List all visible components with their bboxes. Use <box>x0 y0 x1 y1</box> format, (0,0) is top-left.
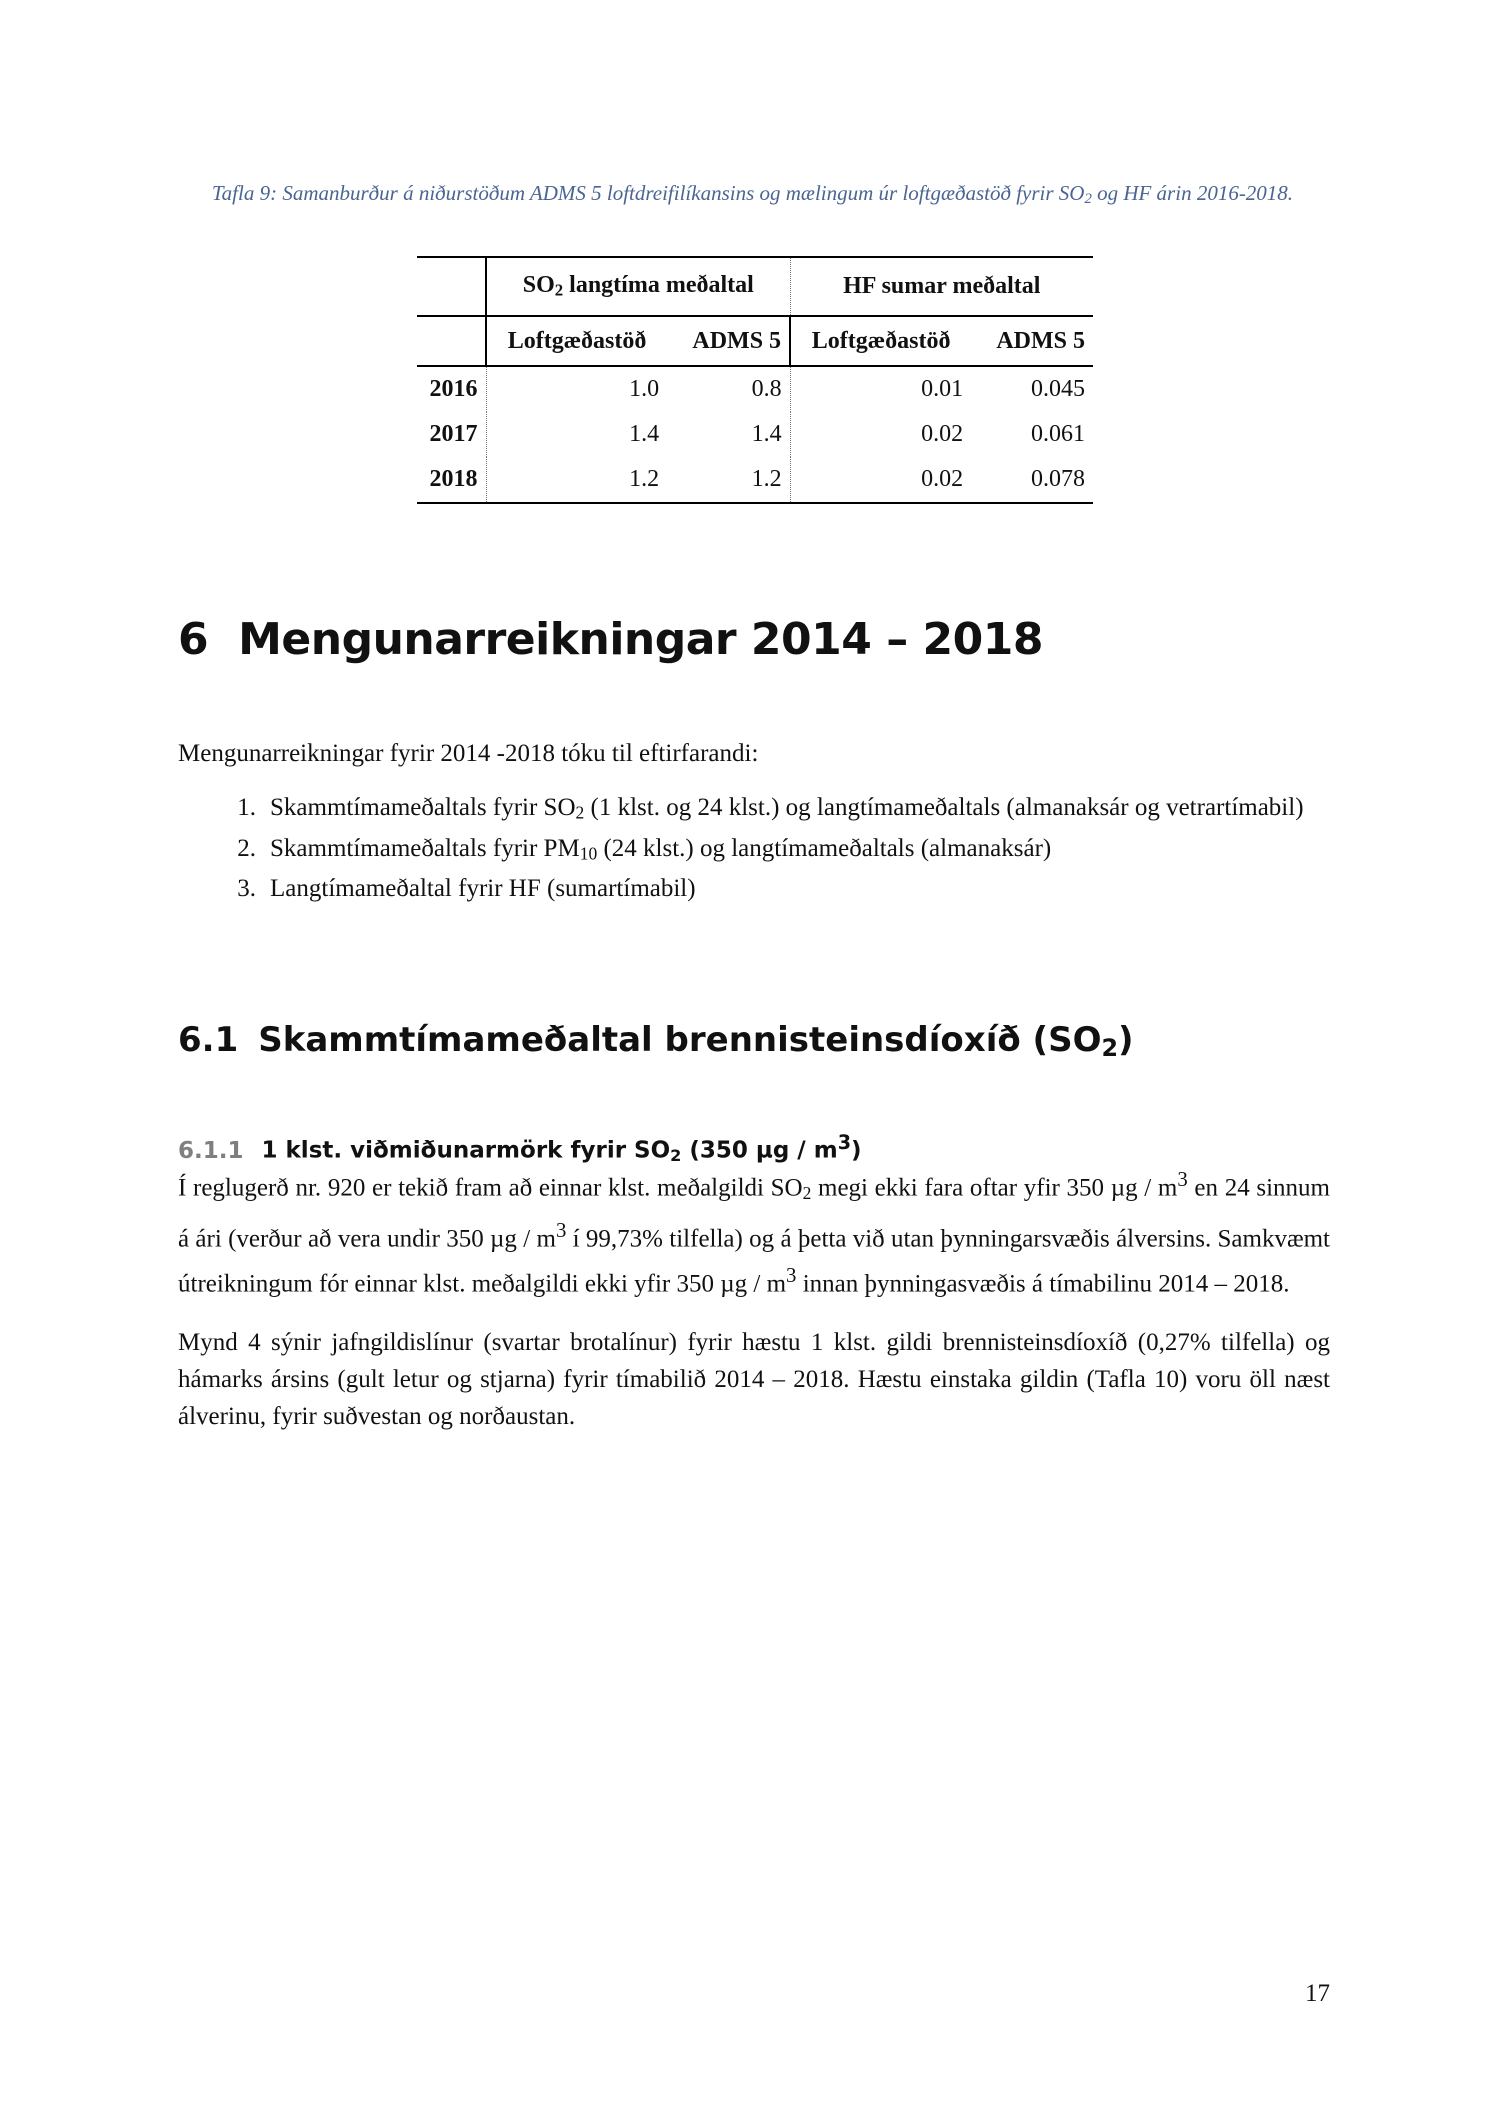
so2-station-cell: 1.0 <box>486 366 667 412</box>
table-subheader-row <box>417 316 1093 366</box>
hf-adms-cell: 0.078 <box>971 457 1093 503</box>
hf-station-cell: 0.02 <box>790 412 971 457</box>
section-6-title: Mengunarreikningar 2014 – 2018 <box>238 614 1043 665</box>
hf-station-cell: 0.02 <box>790 457 971 503</box>
hf-adms-cell: 0.061 <box>1031 421 1085 447</box>
year-cell: 2017 <box>429 421 478 447</box>
section-6-1-heading: 6.1 Skammtímameðaltal brennisteinsdíoxíð $(SO_2)$ <box>178 1020 1134 1062</box>
hf-group-header: HF sumar meðaltal <box>790 257 1093 316</box>
year-cell: 2016 <box>429 376 478 402</box>
hf-adms-cell: 0.045 <box>1031 376 1085 402</box>
section-6-1-number: 6.1 <box>178 1020 239 1060</box>
so2-adms-cell: 1.4 <box>751 421 782 447</box>
subheader-so2-station: Loftgæðastöð <box>486 316 667 366</box>
section-6-intro: Mengunarreikningar fyrir 2014 -2018 tóku til eftirfarandi: <box>178 740 759 767</box>
caption-text: Tafla 9: Samanburður á niðurstöðum ADMS 5 loftdreifilíkansins og mælingum úr loftgæðastöð fyrir SO <box>211 181 1085 205</box>
list-item: 3. Langtímameðaltal fyrir HF (sumartímabil) <box>237 875 696 902</box>
paragraph-regulation: Í reglugerð nr. 920 er tekið fram að einnar klst. meðalgildi $SO_2$ megi ekki fara oftar yfir 350 µg / $m^3$ en 24 sinnum á ári (verður að vera undir 350 µg / $m^3$ í 99,73% tilfella) og á þetta við utan þynningarsvæðis álversins. Samkvæmt útreikningum fór einnar klst. meðalgildi ekki yfir 350 µg / $m^3$ innan þynningasvæðis á tímabilinu 2014 – 2018. <box>178 1167 1331 1298</box>
comparison-table <box>417 256 1093 504</box>
caption-text-end: og HF árin 2016-2018. <box>1091 181 1294 205</box>
so2-station-cell: 1.2 <box>486 457 667 503</box>
paragraph-figure-reference: Mynd 4 sýnir jafngildislínur (svartar brotalínur) fyrir hæstu 1 klst. gildi brennisteinsdíoxíð (0,27% tilfella) og hámarks ársins (gult letur og stjarna) fyrir tímabilið 2014 – 2018. Hæstu einstaka gildin (Tafla 10) voru öll næst álverinu, fyrir suðvestan og norðaustan. <box>178 1329 1330 1430</box>
subheader-hf-adms: ADMS 5 <box>971 316 1093 366</box>
empty-subheader-cell <box>417 316 486 366</box>
section-6-1-1-number: 6.1.1 <box>178 1137 244 1164</box>
empty-header-cell <box>417 257 486 316</box>
table-row <box>417 457 1093 503</box>
list-item: 1. Skammtímameðaltals fyrir $SO_2$ (1 klst. og 24 klst.) og langtímameðaltals (almanaksár og vetrartímabil) <box>237 794 1304 823</box>
year-cell: 2018 <box>417 457 486 503</box>
caption-subscript: 2 <box>1084 190 1092 207</box>
subheader-hf-station: Loftgæðastöð <box>790 316 971 366</box>
hf-station-cell: 0.01 <box>790 366 971 412</box>
list-item: 2. Skammtímameðaltals fyrir $PM_{10}$ (24 klst.) og langtímameðaltals (almanaksár) <box>237 834 1052 863</box>
table-row <box>417 412 1093 457</box>
table-row <box>417 366 1093 412</box>
section-6-1-1-heading: 6.1.1 1 klst. viðmiðunarmörk fyrir $SO_2$ (350 µg / $m^3$) <box>178 1131 862 1165</box>
page-number: 17 <box>1305 1980 1330 2007</box>
calculation-list <box>178 790 1330 906</box>
table-group-header-row <box>417 257 1093 316</box>
table-caption <box>170 180 1335 212</box>
section-6-heading <box>178 612 1043 668</box>
so2-group-header: $SO_2$ langtíma meðaltal <box>486 257 790 316</box>
section-6-number: 6 <box>178 614 209 665</box>
so2-adms-cell: 1.2 <box>667 457 790 503</box>
so2-adms-cell: 0.8 <box>751 376 782 402</box>
so2-station-cell: 1.4 <box>486 412 667 457</box>
subheader-so2-adms: ADMS 5 <box>667 316 790 366</box>
